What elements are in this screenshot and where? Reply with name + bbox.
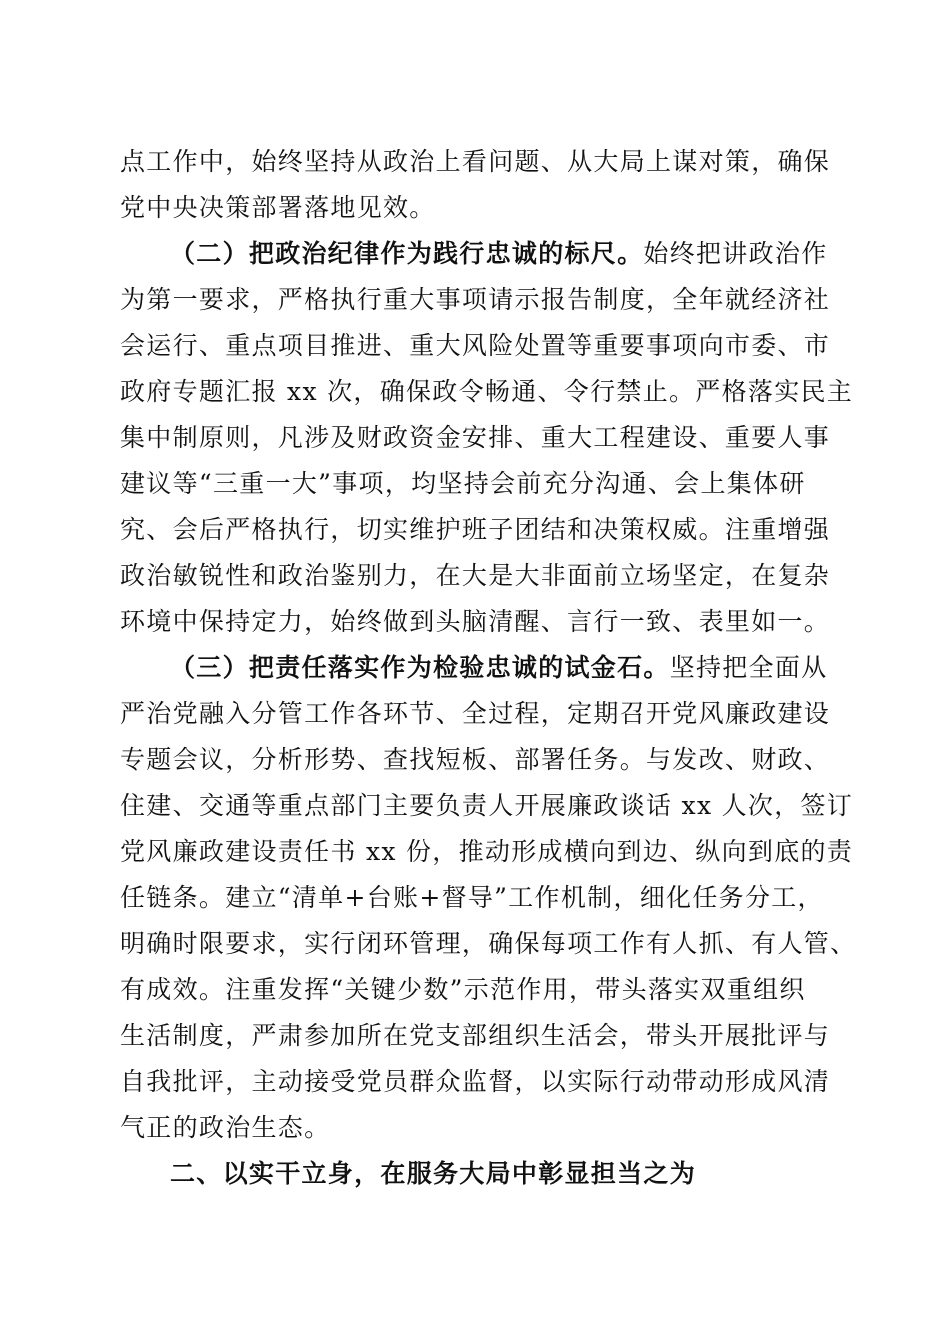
section-heading: 二、以实干立身，在服务大局中彰显担当之为: [170, 1159, 697, 1188]
paragraph-line: 自我批评，主动接受党员群众监督，以实际行动带动形成风清: [120, 1067, 831, 1096]
paragraph-line: 任链条。建立“清单+台账+督导”工作机制，细化任务分工，: [120, 883, 824, 912]
paragraph-line: 有成效。注重发挥“关键少数”示范作用，带头落实双重组织: [120, 975, 806, 1004]
paragraph-line: 政府专题汇报 xx 次，确保政令畅通、令行禁止。严格落实民主: [120, 377, 854, 406]
paragraph-line: 住建、交通等重点部门主要负责人开展廉政谈话 xx 人次，签订: [120, 791, 854, 820]
paragraph-line: 专题会议，分析形势、查找短板、部署任务。与发改、财政、: [120, 745, 831, 774]
subheading-2: （二）把政治纪律作为践行忠诚的标尺。: [170, 239, 644, 268]
paragraph-line: 严治党融入分管工作各环节、全过程，定期召开党风廉政建设: [120, 699, 831, 728]
paragraph-line: 环境中保持定力，始终做到头脑清醒、言行一致、表里如一。: [120, 607, 831, 636]
paragraph-text: 始终把讲政治作: [643, 239, 828, 268]
paragraph-line: 党中央决策部署落地见效。: [120, 193, 436, 222]
paragraph-line: 党风廉政建设责任书 xx 份，推动形成横向到边、纵向到底的责: [120, 837, 854, 866]
paragraph-first-line: [170, 653, 890, 683]
paragraph-first-line: [170, 239, 890, 269]
subheading-3: （三）把责任落实作为检验忠诚的试金石。: [170, 653, 670, 682]
paragraph-line: 为第一要求，严格执行重大事项请示报告制度，全年就经济社: [120, 285, 831, 314]
paragraph-line: 气正的政治生态。: [120, 1113, 331, 1142]
paragraph-line: 会运行、重点项目推进、重大风险处置等重要事项向市委、市: [120, 331, 831, 360]
paragraph-line: 明确时限要求，实行闭环管理，确保每项工作有人抓、有人管、: [120, 929, 857, 958]
paragraph-line: 生活制度，严肃参加所在党支部组织生活会，带头开展批评与: [120, 1021, 831, 1050]
paragraph-line: 建议等“三重一大”事项，均坚持会前充分沟通、会上集体研: [120, 469, 806, 498]
paragraph-line: 政治敏锐性和政治鉴别力，在大是大非面前立场坚定，在复杂: [120, 561, 831, 590]
paragraph-text: 坚持把全面从: [669, 653, 828, 682]
paragraph-line: 点工作中，始终坚持从政治上看问题、从大局上谋对策，确保: [120, 147, 831, 176]
paragraph-line: 究、会后严格执行，切实维护班子团结和决策权威。注重增强: [120, 515, 831, 544]
paragraph-line: 集中制原则，凡涉及财政资金安排、重大工程建设、重要人事: [120, 423, 831, 452]
